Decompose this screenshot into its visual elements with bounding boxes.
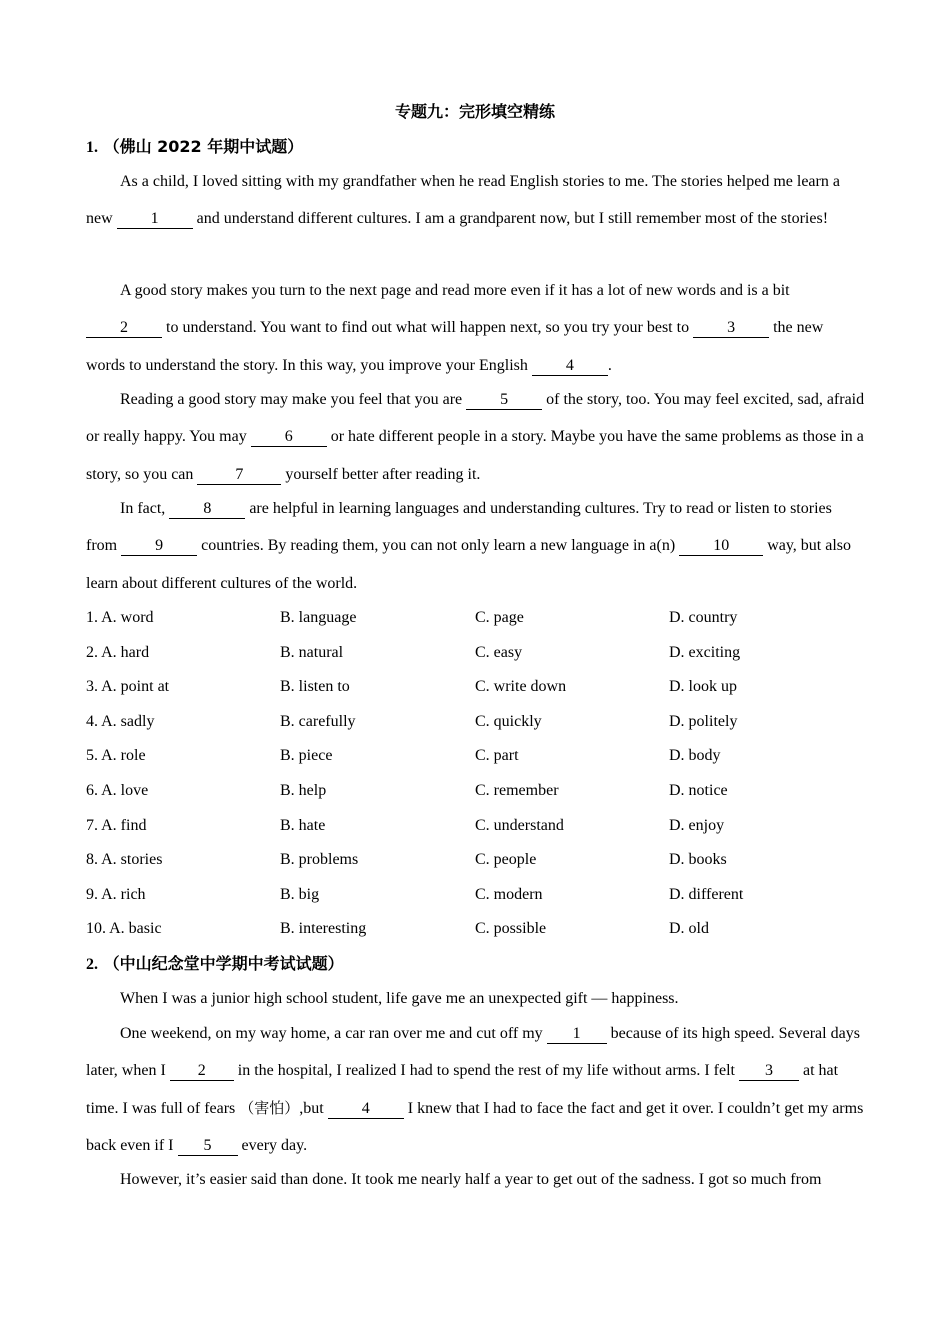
- text: because of its high speed. Several days later, when I: [86, 1025, 860, 1080]
- blank-3[interactable]: 3: [693, 319, 769, 338]
- option-row: [86, 606, 866, 641]
- option-b[interactable]: B. hate: [280, 816, 326, 834]
- question-number: 1.: [86, 139, 98, 156]
- text: countries. By reading them, you can not only learn a new language in a(n): [197, 537, 680, 555]
- option-b[interactable]: B. help: [280, 781, 327, 799]
- blank-8[interactable]: 8: [169, 500, 245, 519]
- option-a[interactable]: 8. A. stories: [86, 851, 163, 869]
- option-row: [86, 675, 866, 710]
- option-a[interactable]: 3. A. point at: [86, 678, 170, 696]
- option-d[interactable]: D. notice: [669, 781, 728, 799]
- text: yourself better after reading it.: [281, 465, 481, 483]
- blank-4[interactable]: 4: [328, 1100, 404, 1119]
- option-d[interactable]: D. body: [669, 747, 721, 765]
- option-a[interactable]: 4. A. sadly: [86, 712, 155, 730]
- q1-paragraph-2: [86, 272, 866, 384]
- option-row: [86, 710, 866, 745]
- option-b[interactable]: B. problems: [280, 851, 359, 869]
- option-b[interactable]: B. natural: [280, 643, 344, 661]
- text: and understand different cultures. I am a grandparent now, but I still remember most of the stories!: [192, 210, 829, 228]
- text: .: [607, 356, 612, 374]
- blank-6[interactable]: 6: [251, 428, 327, 447]
- q2-paragraph-1: When I was a junior high school student, life gave me an unexpected gift — happiness.: [120, 990, 679, 1007]
- q1-options-table: [86, 606, 866, 952]
- text: the new words to understand the story. In this way, you improve your English: [86, 319, 824, 374]
- question-1-heading: [86, 135, 303, 160]
- option-c[interactable]: C. part: [475, 747, 519, 765]
- text: A good story makes you turn to the next page and read more even if it has a lot of new words and is a bit: [120, 282, 790, 299]
- q1-paragraph-4: [86, 490, 866, 602]
- blank-1[interactable]: 1: [117, 210, 193, 229]
- option-c[interactable]: C. easy: [475, 643, 523, 661]
- blank-2[interactable]: 2: [86, 319, 162, 338]
- text: In fact,: [120, 500, 170, 517]
- text: or hate different people in a story. Maybe you have the same problems as those in a story, so you can: [86, 428, 864, 483]
- option-a[interactable]: 1. A. word: [86, 609, 154, 626]
- text: Reading a good story may make you feel that you are: [120, 391, 467, 408]
- q1-paragraph-1: [86, 163, 866, 238]
- question-source: （佛山 2022 年期中试题）: [103, 137, 304, 156]
- option-row: [86, 848, 866, 883]
- option-c[interactable]: C. understand: [475, 816, 564, 834]
- q1-paragraph-3: [86, 381, 866, 493]
- text: at hat time. I was full of fears: [86, 1062, 839, 1117]
- blank-4[interactable]: 4: [532, 357, 608, 376]
- option-d[interactable]: D. enjoy: [669, 816, 725, 834]
- option-d[interactable]: D. different: [669, 885, 744, 903]
- option-d[interactable]: D. exciting: [669, 643, 741, 661]
- option-d[interactable]: D. country: [669, 609, 738, 626]
- option-row: [86, 779, 866, 814]
- text: （害怕）: [239, 1098, 300, 1117]
- text: One weekend, on my way home, a car ran over me and cut off my: [120, 1025, 547, 1042]
- option-row: [86, 917, 866, 952]
- blank-5[interactable]: 5: [466, 391, 542, 410]
- option-d[interactable]: D. look up: [669, 678, 737, 696]
- question-number: 2.: [86, 956, 98, 973]
- option-row: [86, 883, 866, 918]
- option-a[interactable]: 9. A. rich: [86, 885, 146, 903]
- option-b[interactable]: B. listen to: [280, 678, 350, 696]
- text: in the hospital, I realized I had to spend the rest of my life without arms. I felt: [233, 1062, 739, 1080]
- option-c[interactable]: C. write down: [475, 678, 567, 696]
- option-b[interactable]: B. carefully: [280, 712, 356, 730]
- blank-5[interactable]: 5: [178, 1137, 238, 1156]
- option-c[interactable]: C. remember: [475, 781, 559, 799]
- option-a[interactable]: 6. A. love: [86, 781, 149, 799]
- option-a[interactable]: 5. A. role: [86, 747, 146, 765]
- question-source: （中山纪念堂中学期中考试试题）: [103, 954, 344, 973]
- blank-1[interactable]: 1: [547, 1025, 607, 1044]
- option-c[interactable]: C. quickly: [475, 712, 542, 730]
- text: I knew that I had to face the fact and get it over. I couldn’t get my arms back even if I: [86, 1099, 864, 1154]
- blank-7[interactable]: 7: [197, 466, 281, 485]
- q2-paragraph-3: However, it’s easier said than done. It took me nearly half a year to get out of the sadness. I got so much from: [120, 1171, 822, 1188]
- text: of the story, too. You may feel excited, sad, afraid or really happy. You may: [86, 391, 865, 446]
- option-a[interactable]: 2. A. hard: [86, 643, 150, 661]
- text: way, but also learn about different cultures of the world.: [86, 537, 852, 592]
- option-c[interactable]: C. page: [475, 609, 524, 626]
- option-b[interactable]: B. language: [280, 609, 357, 626]
- blank-3[interactable]: 3: [739, 1062, 799, 1081]
- option-row: [86, 641, 866, 676]
- blank-9[interactable]: 9: [121, 537, 197, 556]
- text: to understand. You want to find out what will happen next, so you try your best to: [162, 319, 694, 337]
- option-row: [86, 744, 866, 779]
- text: As a child, I loved sitting with my grandfather when he read English stories to me. The stories helped me learn a new: [86, 173, 840, 228]
- option-b[interactable]: B. piece: [280, 747, 333, 765]
- text: ,but: [299, 1099, 328, 1117]
- option-b[interactable]: B. big: [280, 885, 320, 903]
- option-row: [86, 814, 866, 849]
- option-c[interactable]: C. people: [475, 851, 537, 869]
- q2-paragraph-2: [86, 1015, 866, 1164]
- option-b[interactable]: B. interesting: [280, 920, 367, 938]
- option-d[interactable]: D. old: [669, 920, 709, 938]
- page-title: 专题九：完形填空精练: [394, 102, 555, 121]
- option-a[interactable]: 7. A. find: [86, 816, 147, 834]
- blank-2[interactable]: 2: [170, 1062, 234, 1081]
- text: are helpful in learning languages and understanding cultures. Try to read or listen to stories from: [86, 500, 832, 555]
- option-d[interactable]: D. books: [669, 851, 727, 869]
- option-c[interactable]: C. possible: [475, 920, 547, 938]
- blank-10[interactable]: 10: [679, 537, 763, 556]
- question-2-heading: [86, 952, 344, 977]
- option-d[interactable]: D. politely: [669, 712, 738, 730]
- option-c[interactable]: C. modern: [475, 885, 543, 903]
- text: every day.: [237, 1136, 308, 1154]
- option-a[interactable]: 10. A. basic: [86, 920, 162, 938]
